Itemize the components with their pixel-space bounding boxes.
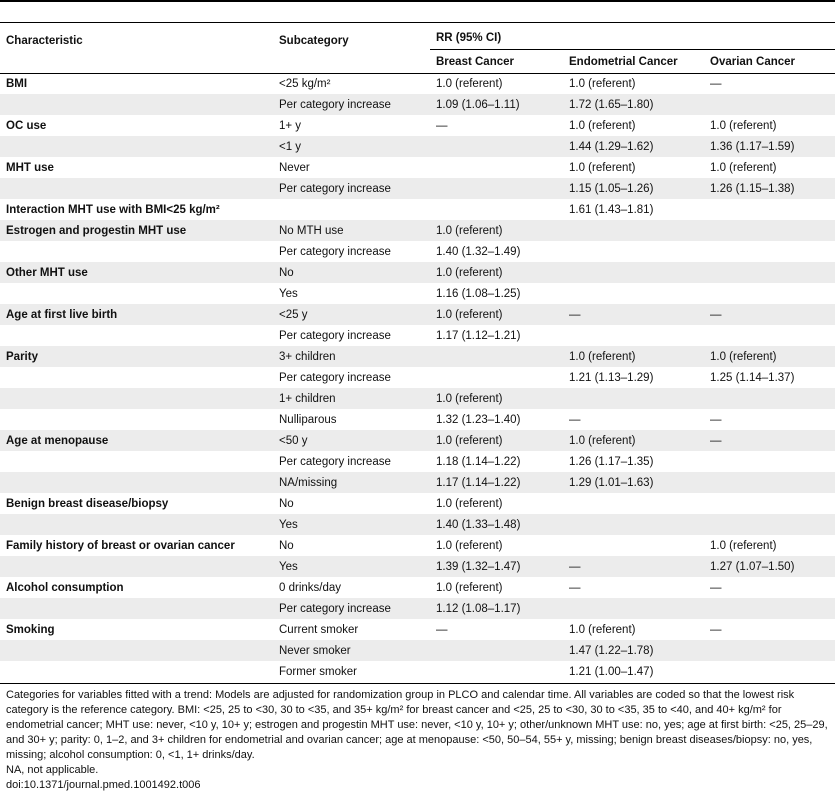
cell-subcategory: 0 drinks/day [279, 581, 342, 594]
table-row [0, 325, 835, 346]
table-row [0, 262, 835, 283]
cell-endometrial-cancer: 1.47 (1.22–1.78) [563, 640, 704, 661]
cell-subcategory: <1 y [273, 136, 430, 157]
table-row [0, 283, 835, 304]
cell-subcategory: Never smoker [273, 640, 430, 661]
cell-ovarian-cancer: 1.26 (1.15–1.38) [704, 178, 835, 199]
cell-ovarian-cancer: 1.25 (1.14–1.37) [710, 371, 795, 384]
cell-subcategory: <25 kg/m² [279, 77, 331, 90]
cell-characteristic [0, 178, 273, 199]
cell-characteristic: BMI [6, 77, 28, 90]
cell-characteristic [0, 94, 273, 115]
cell-characteristic [0, 451, 273, 472]
cell-ovarian-cancer: 1.36 (1.17–1.59) [704, 136, 835, 157]
cell-ovarian-cancer: — [710, 623, 722, 636]
cell-breast-cancer: 1.0 (referent) [430, 430, 563, 451]
cell-breast-cancer [430, 346, 563, 367]
cell-endometrial-cancer [563, 241, 704, 262]
cell-breast-cancer: 1.0 (referent) [430, 304, 563, 325]
cell-breast-cancer: 1.39 (1.32–1.47) [430, 556, 563, 577]
cell-characteristic: Benign breast disease/biopsy [6, 497, 169, 510]
cell-ovarian-cancer: — [710, 581, 722, 594]
cell-breast-cancer: 1.0 (referent) [430, 262, 563, 283]
cell-ovarian-cancer [704, 493, 835, 514]
cell-subcategory: 1+ children [273, 388, 430, 409]
cell-breast-cancer [430, 136, 563, 157]
cell-ovarian-cancer [704, 388, 835, 409]
cell-breast-cancer [430, 199, 563, 220]
cell-breast-cancer: 1.32 (1.23–1.40) [436, 413, 521, 426]
cell-subcategory: <50 y [273, 430, 430, 451]
cell-endometrial-cancer [563, 598, 704, 619]
cell-subcategory: Current smoker [279, 623, 359, 636]
cell-subcategory [273, 199, 430, 220]
cell-subcategory: Never [279, 161, 310, 174]
table-row [0, 409, 835, 430]
cell-breast-cancer: — [436, 623, 448, 636]
cell-endometrial-cancer [563, 388, 704, 409]
cell-ovarian-cancer [704, 661, 835, 682]
cell-ovarian-cancer [704, 325, 835, 346]
cell-characteristic [0, 325, 273, 346]
cell-endometrial-cancer [563, 262, 704, 283]
cell-subcategory: Per category increase [273, 598, 430, 619]
cell-characteristic [0, 556, 273, 577]
cell-subcategory: Per category increase [273, 94, 430, 115]
table-row [0, 493, 835, 514]
table-row [0, 514, 835, 535]
cell-breast-cancer [430, 367, 563, 388]
cell-ovarian-cancer [704, 514, 835, 535]
cell-endometrial-cancer: 1.0 (referent) [569, 623, 636, 636]
table-row [0, 220, 835, 241]
cell-breast-cancer: 1.12 (1.08–1.17) [430, 598, 563, 619]
cell-ovarian-cancer [704, 199, 835, 220]
cell-endometrial-cancer [563, 220, 704, 241]
table-row [0, 598, 835, 619]
cell-breast-cancer: 1.0 (referent) [436, 497, 503, 510]
cell-subcategory: Per category increase [279, 455, 391, 468]
cell-endometrial-cancer: 1.0 (referent) [563, 346, 704, 367]
cell-ovarian-cancer: 1.0 (referent) [710, 161, 777, 174]
cell-characteristic: Age at first live birth [0, 304, 273, 325]
table-row [0, 94, 835, 115]
cell-breast-cancer: 1.17 (1.14–1.22) [430, 472, 563, 493]
table-row [0, 199, 835, 220]
cell-breast-cancer: 1.17 (1.12–1.21) [436, 329, 521, 342]
cell-breast-cancer: 1.0 (referent) [436, 77, 503, 90]
cell-ovarian-cancer [704, 241, 835, 262]
table-row [0, 472, 835, 493]
table-row [0, 430, 835, 451]
cell-subcategory: Yes [273, 514, 430, 535]
table-bottom-rule [0, 683, 835, 684]
cell-endometrial-cancer: 1.26 (1.17–1.35) [569, 455, 654, 468]
cell-endometrial-cancer: 1.21 (1.13–1.29) [569, 371, 654, 384]
cell-breast-cancer: 1.40 (1.33–1.48) [430, 514, 563, 535]
table-row [0, 535, 835, 556]
cell-endometrial-cancer: — [569, 581, 581, 594]
cell-ovarian-cancer [704, 451, 835, 472]
cell-endometrial-cancer [563, 514, 704, 535]
cell-subcategory: No MTH use [273, 220, 430, 241]
cell-subcategory: 1+ y [279, 119, 302, 132]
cell-ovarian-cancer: 1.0 (referent) [704, 346, 835, 367]
cell-ovarian-cancer: 1.0 (referent) [710, 539, 777, 552]
cell-endometrial-cancer [563, 493, 704, 514]
table-row [0, 241, 835, 262]
cell-endometrial-cancer: 1.44 (1.29–1.62) [563, 136, 704, 157]
cell-breast-cancer: 1.0 (referent) [436, 539, 503, 552]
table-row [0, 157, 835, 178]
cell-endometrial-cancer [563, 325, 704, 346]
cell-characteristic [0, 661, 273, 682]
cell-characteristic [0, 388, 273, 409]
header-breast: Breast Cancer [436, 56, 514, 68]
cell-ovarian-cancer: — [710, 413, 722, 426]
header-endometrial: Endometrial Cancer [569, 56, 678, 68]
header-ovarian: Ovarian Cancer [710, 56, 796, 68]
cell-endometrial-cancer: — [569, 413, 581, 426]
table-row [0, 451, 835, 472]
cell-endometrial-cancer: — [563, 304, 704, 325]
cell-breast-cancer: 1.0 (referent) [436, 581, 503, 594]
header-rr: RR (95% CI) [436, 32, 502, 44]
cell-ovarian-cancer [704, 220, 835, 241]
cell-characteristic: OC use [6, 119, 47, 132]
cell-subcategory: Nulliparous [279, 413, 337, 426]
header-subcategory: Subcategory [279, 35, 349, 47]
header-top-rule [0, 22, 835, 23]
cell-characteristic [0, 472, 273, 493]
cell-breast-cancer [430, 157, 563, 178]
cell-subcategory: Per category increase [279, 371, 391, 384]
cell-ovarian-cancer: — [704, 430, 835, 451]
table-row [0, 115, 835, 136]
cell-endometrial-cancer: 1.72 (1.65–1.80) [563, 94, 704, 115]
table-row [0, 367, 835, 388]
table-row [0, 556, 835, 577]
cell-breast-cancer: 1.16 (1.08–1.25) [436, 287, 521, 300]
cell-characteristic: Parity [0, 346, 273, 367]
cell-breast-cancer [430, 661, 563, 682]
cell-subcategory: <25 y [273, 304, 430, 325]
cell-characteristic [0, 514, 273, 535]
cell-characteristic: Smoking [6, 623, 55, 636]
table-row [0, 136, 835, 157]
cell-endometrial-cancer: 1.0 (referent) [569, 119, 636, 132]
cell-endometrial-cancer: 1.61 (1.43–1.81) [569, 203, 654, 216]
cell-breast-cancer: — [436, 119, 448, 132]
footnote-na: NA, not applicable. [6, 764, 99, 776]
footnote-categories: Categories for variables fitted with a trend: Models are adjusted for randomization group in PLCO and calendar time. All variables are coded so that the lowest risk category is the reference category. BMI: <25, 25 to <30, 30 to <35, and 35+ kg/m² for breast cancer and <25, 25 to <30, 30 to <35, 35 to <40, and 40+ kg/m² for endometrial cancer; MHT use: never, <10 y, 10+ y; estrogen and progestin MHT use: never, <10 y, 10+ y; other/unknown MHT use: no, yes; age at first birth: <25, 25–29, and 30+ y; parity: 0, 1–2, and 3+ children for endometrial and ovarian cancer; age at menopause: <50, 50–54, 55+ y, missing; benign breast diseases/biopsy: no, yes, missing; alcohol consumption: 0, <1, 1+ drinks/day. [6, 689, 828, 761]
footnotes [6, 688, 832, 793]
cell-subcategory: No [279, 497, 294, 510]
top-rule [0, 0, 835, 2]
cell-subcategory: 3+ children [273, 346, 430, 367]
cell-breast-cancer: 1.18 (1.14–1.22) [436, 455, 521, 468]
cell-breast-cancer [430, 178, 563, 199]
cell-characteristic [0, 598, 273, 619]
cell-ovarian-cancer [704, 640, 835, 661]
table-row [0, 346, 835, 367]
cell-ovarian-cancer [704, 598, 835, 619]
cell-characteristic: Estrogen and progestin MHT use [0, 220, 273, 241]
footnote-doi: doi:10.1371/journal.pmed.1001492.t006 [6, 779, 201, 791]
table-row [0, 388, 835, 409]
cell-characteristic [0, 241, 273, 262]
header-rr-rule [430, 49, 835, 50]
results-table [0, 73, 835, 682]
cell-ovarian-cancer: — [704, 304, 835, 325]
table-row [0, 304, 835, 325]
cell-ovarian-cancer [704, 472, 835, 493]
cell-breast-cancer: 1.0 (referent) [430, 388, 563, 409]
cell-subcategory: Former smoker [279, 665, 357, 678]
cell-characteristic: Other MHT use [0, 262, 273, 283]
cell-endometrial-cancer [563, 535, 704, 556]
cell-subcategory: No [279, 539, 294, 552]
cell-ovarian-cancer [704, 262, 835, 283]
cell-subcategory: Per category increase [279, 329, 391, 342]
cell-characteristic [0, 409, 273, 430]
cell-breast-cancer: 1.0 (referent) [430, 220, 563, 241]
cell-characteristic: Alcohol consumption [6, 581, 124, 594]
table-row [0, 619, 835, 640]
cell-ovarian-cancer [704, 94, 835, 115]
cell-breast-cancer [430, 640, 563, 661]
cell-ovarian-cancer [704, 283, 835, 304]
cell-breast-cancer: 1.40 (1.32–1.49) [436, 245, 521, 258]
cell-characteristic [0, 367, 273, 388]
cell-characteristic: Age at menopause [0, 430, 273, 451]
cell-endometrial-cancer: 1.0 (referent) [569, 77, 636, 90]
cell-characteristic: Family history of breast or ovarian cancer [6, 539, 235, 552]
cell-endometrial-cancer: 1.0 (referent) [563, 430, 704, 451]
cell-breast-cancer: 1.09 (1.06–1.11) [430, 94, 563, 115]
cell-endometrial-cancer: — [563, 556, 704, 577]
cell-characteristic [0, 283, 273, 304]
cell-subcategory: Yes [273, 556, 430, 577]
cell-subcategory: Per category increase [273, 178, 430, 199]
cell-endometrial-cancer: 1.29 (1.01–1.63) [563, 472, 704, 493]
table-row [0, 640, 835, 661]
cell-ovarian-cancer: — [710, 77, 722, 90]
table-body [0, 73, 835, 682]
header-characteristic: Characteristic [6, 35, 83, 47]
cell-subcategory: NA/missing [273, 472, 430, 493]
table-row [0, 178, 835, 199]
cell-characteristic [0, 640, 273, 661]
cell-endometrial-cancer: 1.21 (1.00–1.47) [569, 665, 654, 678]
table-row [0, 661, 835, 682]
cell-ovarian-cancer: 1.27 (1.07–1.50) [704, 556, 835, 577]
cell-characteristic: Interaction MHT use with BMI<25 kg/m² [6, 203, 220, 216]
cell-subcategory: Yes [279, 287, 298, 300]
cell-endometrial-cancer [563, 283, 704, 304]
table-row [0, 73, 835, 94]
cell-endometrial-cancer: 1.0 (referent) [569, 161, 636, 174]
cell-endometrial-cancer: 1.15 (1.05–1.26) [563, 178, 704, 199]
cell-ovarian-cancer: 1.0 (referent) [710, 119, 777, 132]
cell-characteristic [0, 136, 273, 157]
cell-subcategory: No [273, 262, 430, 283]
cell-subcategory: Per category increase [279, 245, 391, 258]
table-row [0, 577, 835, 598]
cell-characteristic: MHT use [6, 161, 54, 174]
